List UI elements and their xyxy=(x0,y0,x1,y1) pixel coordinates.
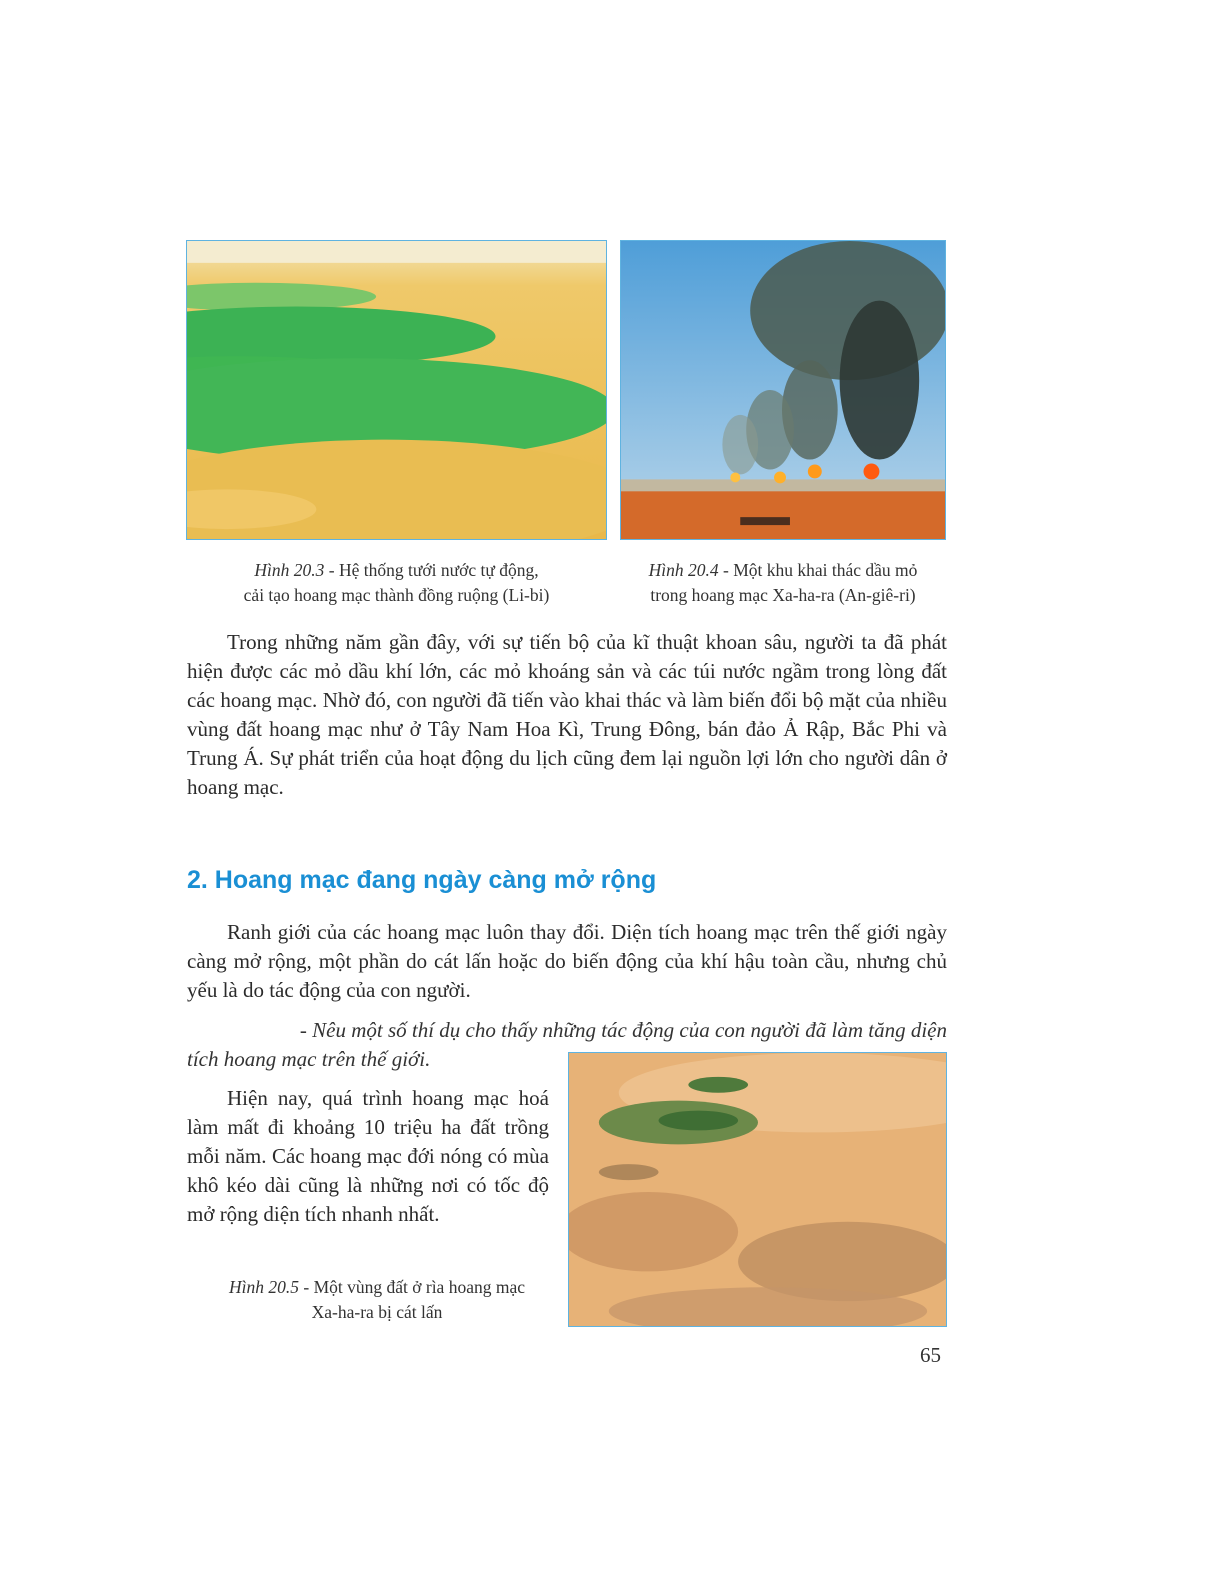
paragraph-3: Hiện nay, quá trình hoang mạc hoá làm mất đi khoảng 10 triệu ha đất trồng mỗi năm. Các hoang mạc đới nóng có mùa khô kéo dài cũng là những nơi có tốc độ mở rộng diện tích nhanh nhất. xyxy=(187,1086,549,1226)
figure-label: Hình 20.5 xyxy=(228,1277,299,1297)
paragraph-1: Trong những năm gần đây, với sự tiến bộ của kĩ thuật khoan sâu, người ta đã phát hiện được các mỏ dầu khí lớn, các mỏ khoáng sản và các túi nước ngầm trong lòng đất các hoang mạc. Nhờ đó, con người đã tiến vào khai thác và làm biến đổi bộ mặt của nhiều vùng đất hoang mạc như ở Tây Nam Hoa Kì, Trung Đông, bán đảo Ả Rập, Bắc Phi và Trung Á. Sự phát triển của hoạt động du lịch cũng đem lại nguồn lợi lớn cho người dân ở hoang mạc. xyxy=(187,630,947,799)
figure-20-5-image xyxy=(568,1052,947,1327)
question-line-2: tích hoang mạc trên thế giới. xyxy=(187,1047,431,1071)
figure-20-4-caption: Hình 20.4 - Một khu khai thác dầu mỏ trong hoang mạc Xa-ha-ra (An-giê-ri) xyxy=(620,558,946,608)
figure-20-4-image xyxy=(620,240,946,540)
figure-20-3-caption: Hình 20.3 - Hệ thống tưới nước tự động, cải tạo hoang mạc thành đồng ruộng (Li-bi) xyxy=(186,558,607,608)
caption-line: Xa-ha-ra bị cát lấn xyxy=(311,1302,443,1322)
paragraph-2: Ranh giới của các hoang mạc luôn thay đổi. Diện tích hoang mạc trên thế giới ngày càng mở rộng, một phần do cát lấn hoặc do biến động của khí hậu toàn cầu, nhưng chủ yếu là do tác động của con người. xyxy=(187,920,947,1002)
figure-label: Hình 20.3 xyxy=(254,560,325,580)
section-heading: 2. Hoang mạc đang ngày càng mở rộng xyxy=(187,866,657,894)
question-line-1: - Nêu một số thí dụ cho thấy những tác động của con người đã làm tăng diện xyxy=(299,1018,947,1042)
figure-20-3-image xyxy=(186,240,607,540)
caption-line: cải tạo hoang mạc thành đồng ruộng (Li-bi) xyxy=(243,585,550,605)
caption-line: Hệ thống tưới nước tự động, xyxy=(338,560,539,580)
figure-20-5-caption: Hình 20.5 - Một vùng đất ở rìa hoang mạc Xa-ha-ra bị cát lấn xyxy=(187,1275,567,1325)
caption-line: Một khu khai thác dầu mỏ xyxy=(733,560,918,580)
caption-line: Một vùng đất ở rìa hoang mạc xyxy=(313,1277,525,1297)
caption-line: trong hoang mạc Xa-ha-ra (An-giê-ri) xyxy=(650,585,916,605)
figure-label: Hình 20.4 xyxy=(648,560,719,580)
page-number: 65 xyxy=(920,1343,941,1367)
